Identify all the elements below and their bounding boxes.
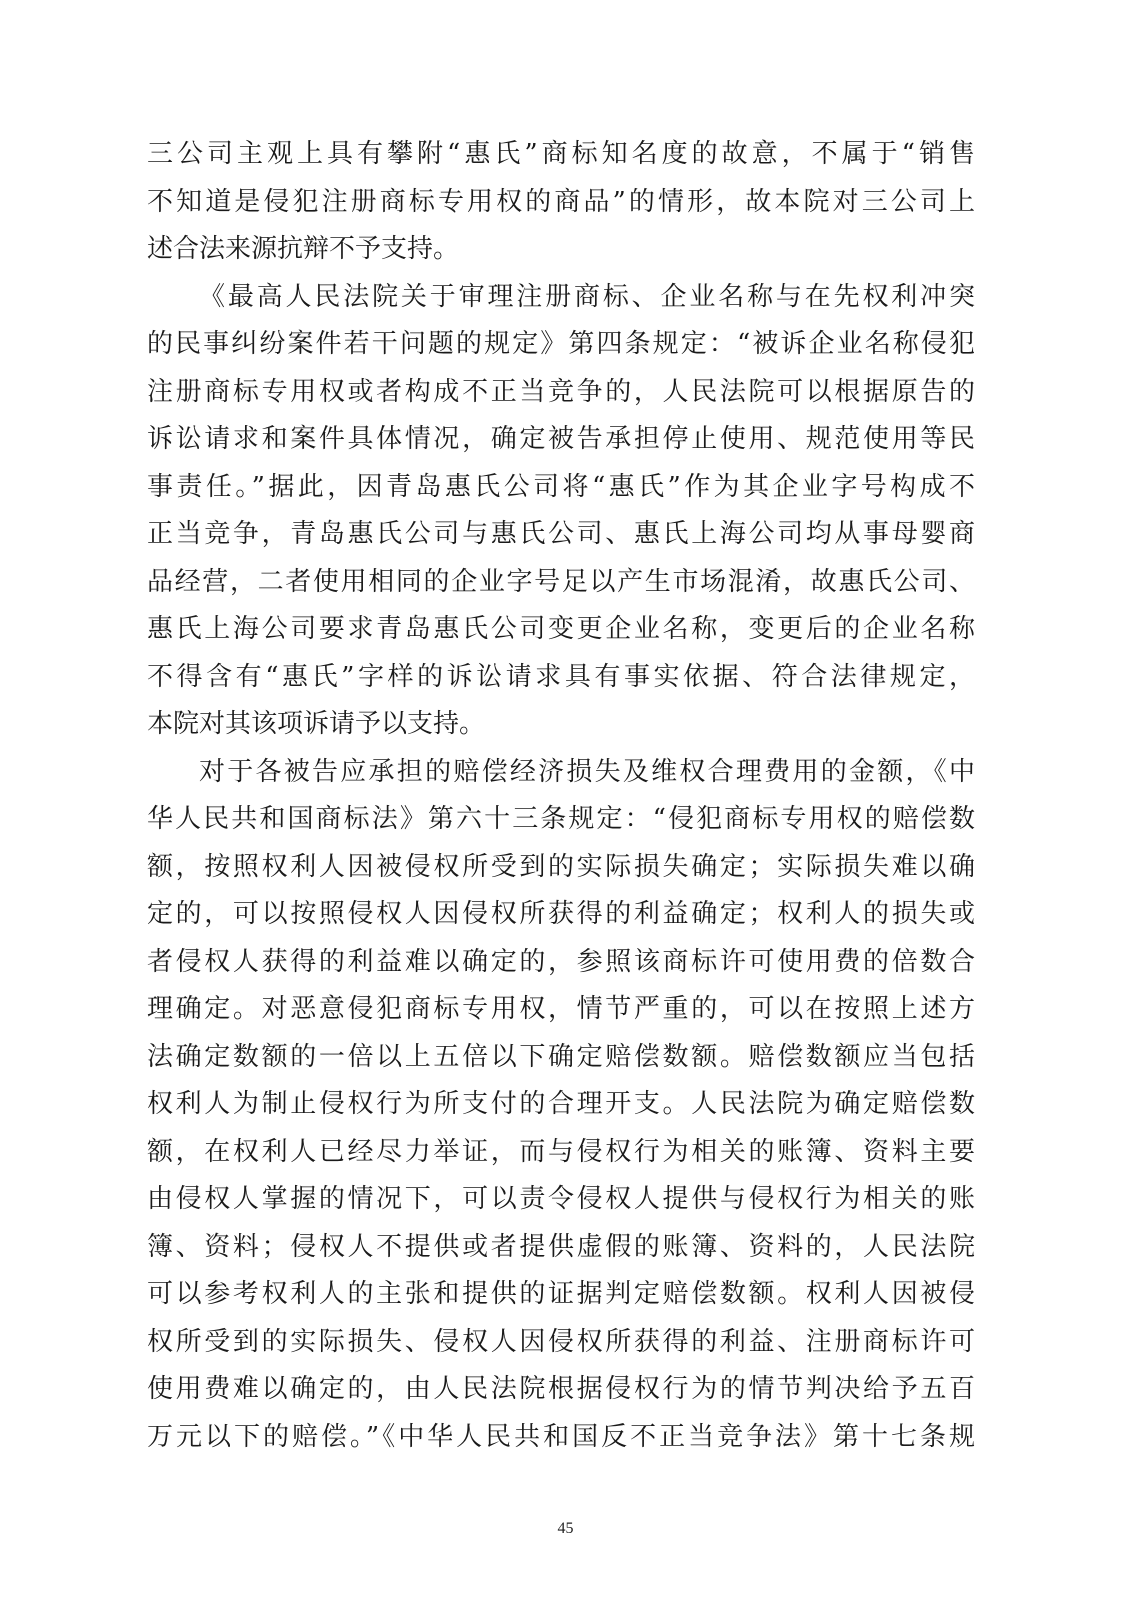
paragraph-1 bbox=[147, 131, 975, 274]
text-line: 《最高人民法院关于审理注册商标、企业名称与在先权利冲突 bbox=[199, 281, 975, 312]
paragraph-2 bbox=[147, 274, 975, 749]
text-line: 不得含有“惠氏”字样的诉讼请求具有事实依据、符合法律规定， bbox=[147, 661, 975, 692]
text-line: 品经营，二者使用相同的企业字号足以产生市场混淆，故惠氏公司、 bbox=[147, 566, 975, 597]
text-line: 可以参考权利人的主张和提供的证据判定赔偿数额。权利人因被侵 bbox=[147, 1279, 975, 1309]
text-line: 定的，可以按照侵权人因侵权所获得的利益确定；权利人的损失或 bbox=[147, 899, 975, 929]
text-line: 三公司主观上具有攀附“惠氏”商标知名度的故意，不属于“销售 bbox=[147, 139, 975, 169]
text-line: 理确定。对恶意侵犯商标专用权，情节严重的，可以在按照上述方 bbox=[147, 994, 975, 1024]
text-line: 的民事纠纷案件若干问题的规定》第四条规定：“被诉企业名称侵犯 bbox=[147, 329, 975, 359]
text-line: 使用费难以确定的，由人民法院根据侵权行为的情节判决给予五百 bbox=[147, 1374, 975, 1404]
page-number: 45 bbox=[557, 1520, 574, 1537]
text-line: 簿、资料；侵权人不提供或者提供虚假的账簿、资料的，人民法院 bbox=[147, 1231, 975, 1262]
text-line: 注册商标专用权或者构成不正当竞争的，人民法院可以根据原告的 bbox=[147, 376, 975, 407]
text-line: 权所受到的实际损失、侵权人因侵权所获得的利益、注册商标许可 bbox=[147, 1326, 975, 1357]
text-line: 权利人为制止侵权行为所支付的合理开支。人民法院为确定赔偿数 bbox=[147, 1089, 975, 1119]
text-line: 由侵权人掌握的情况下，可以责令侵权人提供与侵权行为相关的账 bbox=[147, 1184, 975, 1214]
document-body bbox=[147, 131, 975, 1461]
text-line: 惠氏上海公司要求青岛惠氏公司变更企业名称，变更后的企业名称 bbox=[147, 614, 975, 644]
text-line: 额，在权利人已经尽力举证，而与侵权行为相关的账簿、资料主要 bbox=[147, 1136, 975, 1167]
text-line: 额，按照权利人因被侵权所受到的实际损失确定；实际损失难以确 bbox=[147, 851, 975, 882]
text-line: 正当竞争，青岛惠氏公司与惠氏公司、惠氏上海公司均从事母婴商 bbox=[147, 519, 975, 549]
paragraph-3 bbox=[147, 749, 975, 1462]
text-line: 华人民共和国商标法》第六十三条规定：“侵犯商标专用权的赔偿数 bbox=[147, 804, 975, 834]
text-line: 事责任。”据此，因青岛惠氏公司将“惠氏”作为其企业字号构成不 bbox=[147, 471, 975, 502]
text-line: 本院对其该项诉请予以支持。 bbox=[147, 709, 486, 739]
text-line: 万元以下的赔偿。”《中华人民共和国反不正当竞争法》第十七条规 bbox=[147, 1421, 975, 1452]
text-line: 述合法来源抗辩不予支持。 bbox=[147, 234, 460, 264]
text-line: 者侵权人获得的利益难以确定的，参照该商标许可使用费的倍数合 bbox=[147, 946, 975, 977]
text-line: 对于各被告应承担的赔偿经济损失及维权合理费用的金额，《中 bbox=[199, 756, 975, 787]
text-line: 不知道是侵犯注册商标专用权的商品”的情形，故本院对三公司上 bbox=[147, 186, 975, 217]
text-line: 法确定数额的一倍以上五倍以下确定赔偿数额。赔偿数额应当包括 bbox=[147, 1041, 975, 1072]
text-line: 诉讼请求和案件具体情况，确定被告承担停止使用、规范使用等民 bbox=[147, 424, 975, 454]
